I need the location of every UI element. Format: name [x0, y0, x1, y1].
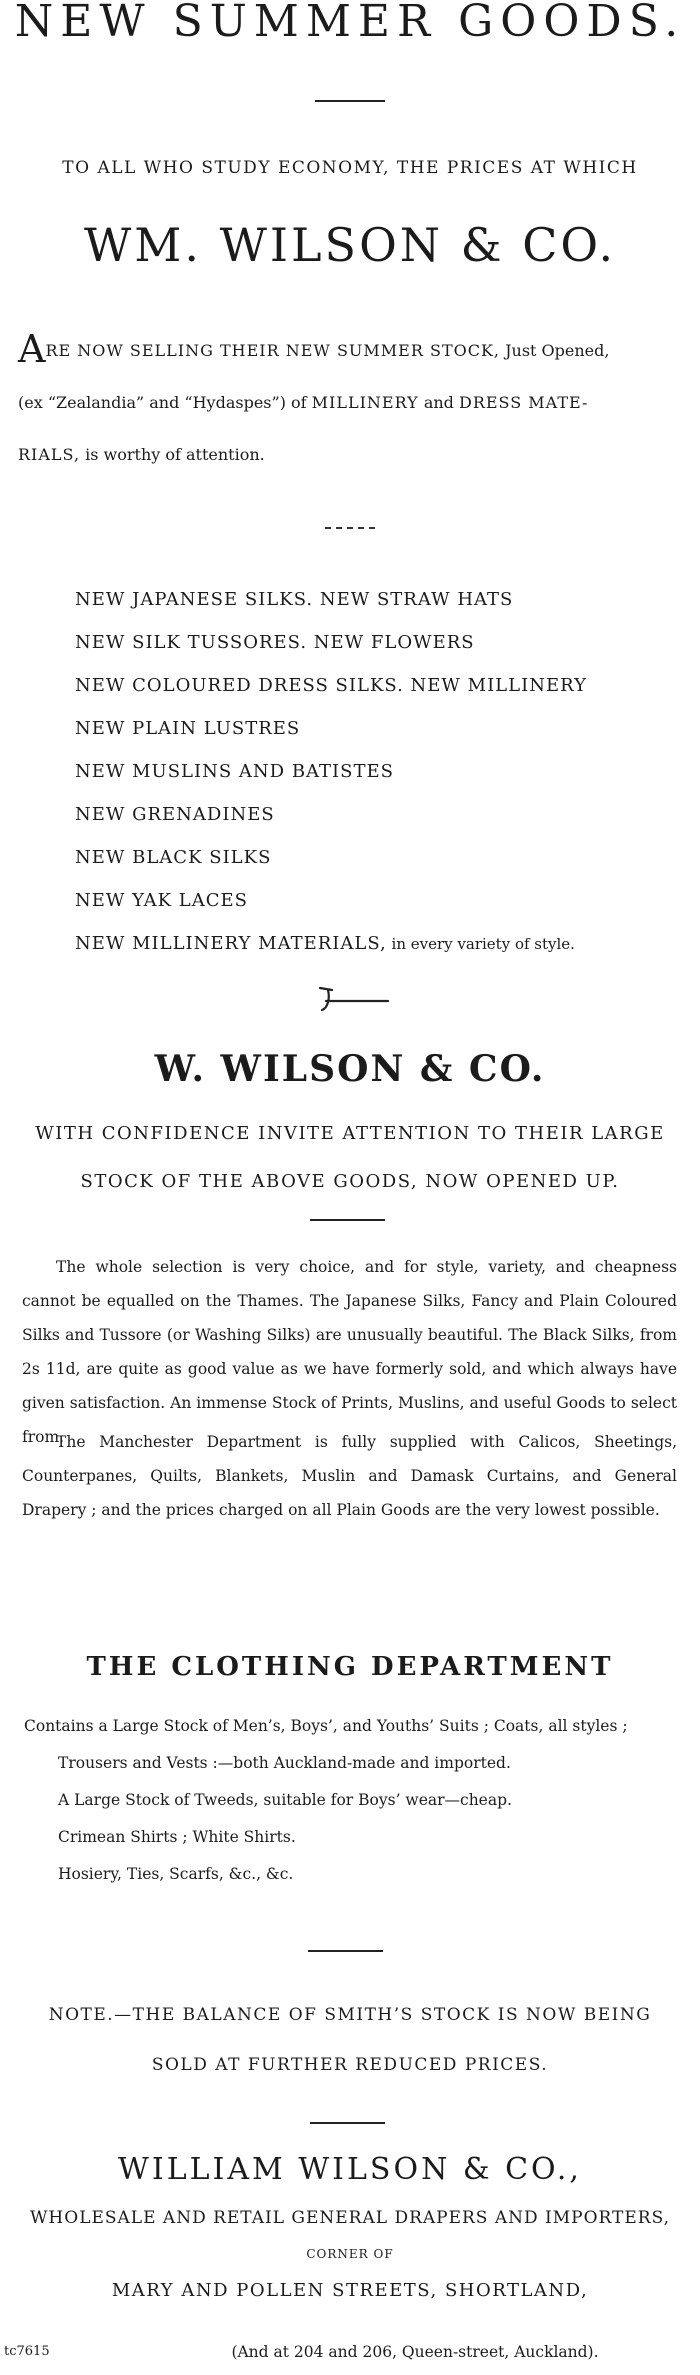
footer-firm-name: WILLIAM WILSON & CO., [118, 2152, 582, 2187]
divider-rule [308, 1950, 383, 1952]
footer-trade: WHOLESALE AND RETAIL GENERAL DRAPERS AND IMPORTERS, [29, 2208, 671, 2228]
note-statement [20, 1990, 680, 2090]
flourish-ornament [308, 980, 398, 1016]
goods-item: NEW JAPANESE SILKS. NEW STRAW HATS [75, 589, 514, 610]
stock-line-2-caps2: DRESS MATE- [459, 393, 589, 412]
divider-rule [310, 1219, 385, 1221]
stock-line-1-caps: RE NOW SELLING THEIR NEW SUMMER STOCK, [45, 341, 501, 360]
clothing-line: A Large Stock of Tweeds, suitable for Boys’ wear—cheap. [58, 1791, 512, 1809]
goods-item-last-caps: NEW MILLINERY MATERIALS, [75, 933, 387, 954]
footer-branch-address: (And at 204 and 206, Queen-street, Auckland). [231, 2343, 599, 2361]
headline: NEW SUMMER GOODS. [14, 0, 686, 47]
goods-item: NEW BLACK SILKS [75, 847, 272, 868]
goods-list [75, 578, 685, 966]
clothing-list [24, 1708, 684, 1893]
firm-name-2: W. WILSON & CO. [154, 1048, 546, 1090]
stock-line-2-and: and [418, 393, 459, 412]
stock-line-1-tail: Just Opened, [500, 341, 610, 360]
dashed-divider [325, 527, 375, 531]
note-line: SOLD AT FURTHER REDUCED PRICES. [151, 2055, 549, 2075]
divider-rule [310, 2122, 385, 2124]
goods-item: NEW SILK TUSSORES. NEW FLOWERS [75, 632, 475, 653]
body-paragraph: The whole selection is very choice, and for style, variety, and cheapness cannot be equalled on the Thames. The Japanese Silks, Fancy and Plain Coloured Silks and Tussore (or Washing Silks) are unusually beautiful. The Black Silks, from 2s 11d, are quite as good value as we have formerly sold, and which always have given satisfaction. An immense Stock of Prints, Muslins, and useful Goods to select from. [22, 1258, 677, 1446]
intro-line: TO ALL WHO STUDY ECONOMY, THE PRICES AT WHICH [62, 158, 638, 178]
divider-rule [315, 100, 385, 102]
goods-item: NEW MUSLINS AND BATISTES [75, 761, 394, 782]
goods-item: NEW YAK LACES [75, 890, 248, 911]
stock-line-3-tail: is worthy of attention. [80, 445, 265, 464]
note-line: NOTE.—THE BALANCE OF SMITH’S STOCK IS NOW BEING [48, 2005, 652, 2025]
stock-line-3 [18, 429, 688, 481]
goods-item-last-tail: in every variety of style. [386, 935, 575, 953]
stock-line-3-caps: RIALS, [18, 445, 81, 464]
footer-corner-of: CORNER OF [306, 2247, 394, 2261]
drop-cap: A [18, 327, 46, 371]
stock-line-1 [18, 325, 688, 377]
goods-item: NEW COLOURED DRESS SILKS. NEW MILLINERY [75, 675, 587, 696]
body-paragraph: The Manchester Department is fully supplied with Calicos, Sheetings, Counterpanes, Quilts, Blankets, Muslin and Damask Curtains, and General Drapery ; and the prices charged on all Plain Goods are the very lowest possible. [22, 1433, 677, 1519]
stock-line-2-caps: MILLINERY [311, 393, 419, 412]
goods-item-last [75, 922, 685, 966]
advert-reference: tc7615 [4, 2344, 50, 2359]
goods-item: NEW PLAIN LUSTRES [75, 718, 301, 739]
goods-item: NEW GRENADINES [75, 804, 275, 825]
confidence-statement [20, 1110, 680, 1206]
stock-line-2 [18, 377, 688, 429]
clothing-line: Hosiery, Ties, Scarfs, &c., &c. [58, 1865, 294, 1883]
footer-streets: MARY AND POLLEN STREETS, SHORTLAND, [111, 2280, 589, 2301]
stock-line-2-open: (ex “Zealandia” and “Hydaspes”) of [18, 393, 312, 412]
clothing-heading: THE CLOTHING DEPARTMENT [86, 1652, 614, 1682]
stock-paragraph [18, 325, 688, 481]
confidence-line: STOCK OF THE ABOVE GOODS, NOW OPENED UP. [80, 1171, 620, 1192]
clothing-line: Contains a Large Stock of Men’s, Boys’, and Youths’ Suits ; Coats, all styles ; [24, 1717, 628, 1735]
firm-name: WM. WILSON & CO. [83, 218, 617, 272]
clothing-line: Crimean Shirts ; White Shirts. [58, 1828, 296, 1846]
confidence-line: WITH CONFIDENCE INVITE ATTENTION TO THEIR LARGE [35, 1123, 665, 1144]
clothing-line: Trousers and Vests :—both Auckland-made and imported. [58, 1754, 511, 1772]
